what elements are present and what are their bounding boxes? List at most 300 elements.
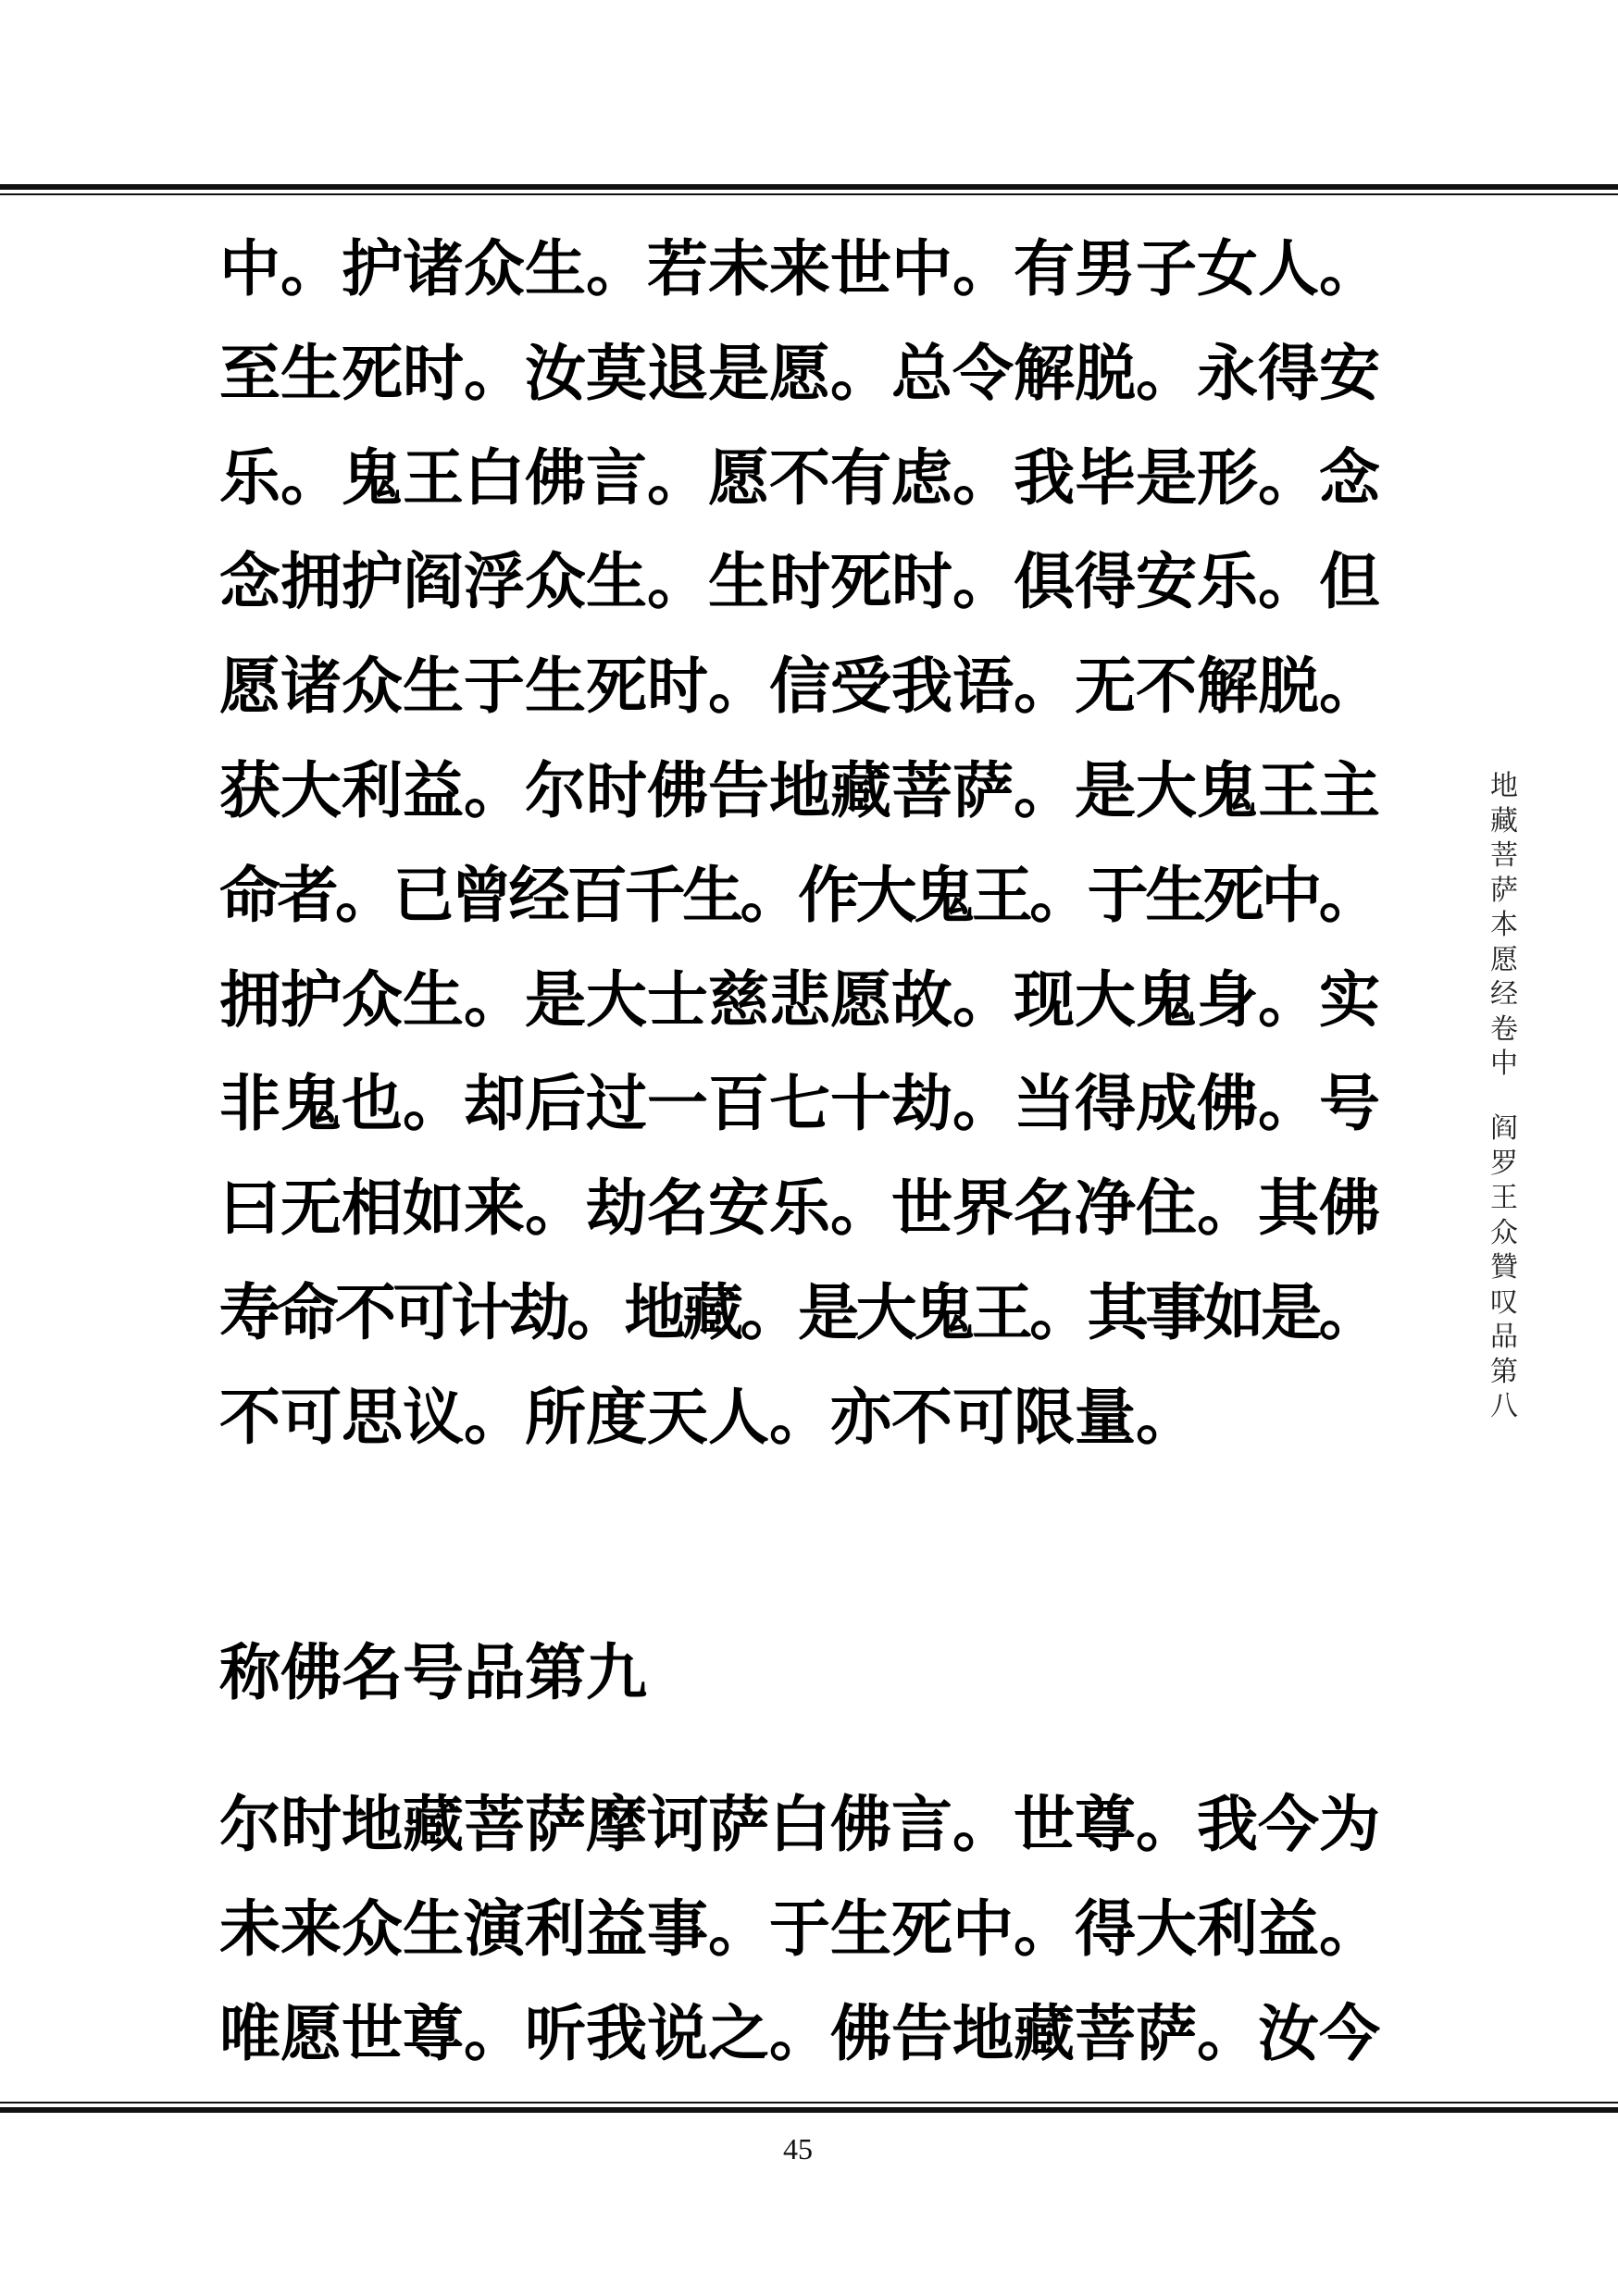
body-line — [219, 1364, 1376, 1469]
glyph: 无 — [280, 1172, 342, 1245]
section-heading-block — [219, 1620, 1376, 1725]
glyph: 九 — [586, 1635, 647, 1708]
glyph: 是 — [1075, 753, 1136, 826]
glyph: 世 — [891, 1172, 952, 1245]
glyph: 王 — [1258, 753, 1319, 826]
glyph: 。 — [1318, 1275, 1380, 1348]
glyph: 藏 — [830, 753, 891, 826]
glyph: 。 — [1014, 650, 1075, 723]
glyph: 。 — [403, 1067, 464, 1140]
glyph: 听 — [525, 1996, 586, 2069]
glyph: 地 — [1490, 770, 1518, 802]
glyph: 。 — [280, 441, 342, 514]
glyph: 故 — [891, 962, 952, 1036]
glyph: 。 — [586, 231, 647, 304]
glyph: 子 — [1136, 231, 1197, 304]
glyph: 。 — [1014, 1892, 1075, 1965]
glyph: 念 — [219, 545, 280, 618]
glyph: 摩 — [586, 1787, 647, 1860]
glyph: 其 — [1087, 1275, 1149, 1348]
top-rule-thick — [0, 184, 1618, 190]
glyph: 解 — [1014, 336, 1075, 409]
glyph: 至 — [219, 336, 280, 409]
glyph: 有 — [830, 441, 891, 514]
glyph: 。 — [830, 336, 891, 409]
body-line — [219, 1772, 1380, 1877]
glyph: 诸 — [280, 650, 342, 723]
glyph: 说 — [647, 1996, 708, 2069]
glyph: 十 — [830, 1067, 891, 1140]
glyph: 诃 — [647, 1787, 708, 1860]
glyph: 退 — [647, 336, 708, 409]
glyph: 阎 — [1490, 1112, 1518, 1145]
glyph: 。 — [952, 441, 1014, 514]
glyph: 劫 — [586, 1172, 647, 1245]
glyph: 护 — [280, 962, 342, 1036]
glyph: 王 — [971, 1275, 1033, 1348]
glyph: 之 — [708, 1996, 769, 2069]
glyph: 死 — [1202, 858, 1264, 931]
glyph: 得 — [1075, 1067, 1136, 1140]
glyph: 世 — [1014, 1787, 1075, 1860]
body-line — [219, 842, 1380, 947]
glyph: 安 — [708, 1172, 769, 1245]
glyph: 得 — [1075, 545, 1136, 618]
glyph: 命 — [219, 858, 280, 931]
glyph: 事 — [1145, 1275, 1207, 1348]
glyph: 但 — [1319, 545, 1380, 618]
glyph: 告 — [708, 753, 769, 826]
glyph: 经 — [508, 858, 570, 931]
glyph: 实 — [1319, 962, 1380, 1036]
glyph: 护 — [342, 231, 403, 304]
glyph: 思 — [342, 1380, 403, 1453]
glyph: 死 — [342, 336, 403, 409]
glyph: 。 — [1197, 1172, 1258, 1245]
glyph: 令 — [952, 336, 1014, 409]
glyph: 女 — [1197, 231, 1258, 304]
glyph: 。 — [1136, 1380, 1197, 1453]
glyph: 诸 — [403, 231, 464, 304]
glyph: 地 — [769, 753, 830, 826]
glyph: 。 — [1258, 545, 1319, 618]
glyph: 总 — [891, 336, 952, 409]
glyph: 愿 — [219, 650, 280, 723]
glyph: 受 — [830, 650, 891, 723]
glyph: 千 — [624, 858, 686, 931]
glyph: 生 — [403, 1892, 464, 1965]
body-line — [219, 1876, 1380, 1980]
glyph: 。 — [708, 1892, 769, 1965]
glyph: 拥 — [219, 962, 280, 1036]
glyph: 愿 — [280, 1996, 342, 2069]
glyph: 地 — [624, 1275, 686, 1348]
body-line — [219, 217, 1380, 321]
glyph: 人 — [1258, 231, 1319, 304]
glyph: 。 — [1258, 441, 1319, 514]
glyph: 大 — [586, 962, 647, 1036]
glyph: 人 — [708, 1380, 769, 1453]
body-line — [219, 1051, 1380, 1156]
glyph: 。 — [769, 1996, 830, 2069]
glyph: 藏 — [1490, 804, 1518, 838]
glyph: 。 — [464, 336, 525, 409]
glyph: 王 — [1490, 1182, 1518, 1214]
glyph: 萨 — [1136, 1996, 1197, 2069]
glyph: 念 — [1319, 441, 1380, 514]
glyph: 生 — [830, 1892, 891, 1965]
glyph: 汝 — [525, 336, 586, 409]
glyph: 可 — [392, 1275, 454, 1348]
glyph: 。 — [1029, 858, 1091, 931]
glyph: 告 — [891, 1996, 952, 2069]
glyph: 。 — [740, 1275, 802, 1348]
top-rule-thin — [0, 193, 1618, 195]
glyph: 是 — [1136, 441, 1197, 514]
glyph: 。 — [952, 545, 1014, 618]
glyph: 形 — [1197, 441, 1258, 514]
glyph: 大 — [855, 858, 917, 931]
glyph: 尔 — [525, 753, 586, 826]
glyph: 天 — [647, 1380, 708, 1453]
glyph: 。 — [280, 231, 342, 304]
glyph: 净 — [1075, 1172, 1136, 1245]
glyph: 世 — [342, 1996, 403, 2069]
glyph: 死 — [586, 650, 647, 723]
glyph: 佛 — [830, 1996, 891, 2069]
glyph: 乐 — [769, 1172, 830, 1245]
glyph: 。 — [952, 1067, 1014, 1140]
glyph: 已 — [392, 858, 454, 931]
glyph: 时 — [403, 336, 464, 409]
glyph: 来 — [464, 1172, 525, 1245]
glyph: 。 — [1319, 650, 1380, 723]
glyph: 名 — [1014, 1172, 1075, 1245]
glyph: 称 — [219, 1635, 280, 1708]
glyph: 时 — [891, 545, 952, 618]
glyph: 得 — [1075, 1892, 1136, 1965]
glyph: 菩 — [891, 753, 952, 826]
glyph: 地 — [952, 1996, 1014, 2069]
glyph: 演 — [464, 1892, 525, 1965]
glyph: 叹 — [1490, 1285, 1518, 1319]
body-line — [219, 425, 1380, 529]
glyph: 曾 — [451, 858, 513, 931]
glyph: 萨 — [952, 753, 1014, 826]
glyph: 我 — [1014, 441, 1075, 514]
glyph: 时 — [280, 1787, 342, 1860]
glyph: 大 — [1136, 753, 1197, 826]
glyph: 于 — [464, 650, 525, 723]
glyph: 益 — [586, 1892, 647, 1965]
glyph: 萨 — [525, 1787, 586, 1860]
glyph: 。 — [1258, 962, 1319, 1036]
glyph: 不 — [891, 1380, 952, 1453]
glyph: 八 — [1490, 1390, 1518, 1422]
glyph: 第 — [1490, 1355, 1518, 1388]
glyph: 佛 — [525, 441, 586, 514]
glyph: 中 — [219, 231, 280, 304]
body-line — [219, 320, 1380, 425]
glyph: 大 — [280, 753, 342, 826]
glyph: 。 — [708, 650, 769, 723]
glyph: 男 — [1075, 231, 1136, 304]
glyph: 生 — [525, 231, 586, 304]
body-line — [219, 1980, 1380, 2085]
glyph: 毕 — [1075, 441, 1136, 514]
body-line — [219, 1260, 1380, 1365]
glyph: 生 — [403, 962, 464, 1036]
glyph: 身 — [1197, 962, 1258, 1036]
glyph: 是 — [525, 962, 586, 1036]
glyph: 非 — [219, 1067, 280, 1140]
glyph: 于 — [1087, 858, 1149, 931]
glyph: 若 — [647, 231, 708, 304]
glyph: 。 — [952, 962, 1014, 1036]
glyph: 王 — [403, 441, 464, 514]
glyph: 所 — [525, 1380, 586, 1453]
glyph: 萨 — [708, 1787, 769, 1860]
glyph: 其 — [1258, 1172, 1319, 1245]
glyph: 中 — [1490, 1048, 1518, 1080]
paragraph-2 — [219, 1772, 1380, 2085]
running-header-book — [1487, 769, 1522, 1082]
glyph: 解 — [1197, 650, 1258, 723]
glyph: 今 — [1258, 1787, 1319, 1860]
glyph: 作 — [798, 858, 860, 931]
glyph: 于 — [769, 1892, 830, 1965]
glyph: 利 — [1197, 1892, 1258, 1965]
glyph: 可 — [280, 1380, 342, 1453]
glyph: 。 — [1319, 231, 1380, 304]
glyph: 名 — [647, 1172, 708, 1245]
glyph: 愿 — [769, 336, 830, 409]
glyph: 益 — [403, 753, 464, 826]
glyph: 品 — [464, 1635, 525, 1708]
glyph: 信 — [769, 650, 830, 723]
body-line — [219, 1156, 1380, 1260]
glyph: 不 — [219, 1380, 280, 1453]
glyph: 限 — [1014, 1380, 1075, 1453]
bottom-rule-thin — [0, 2102, 1618, 2104]
glyph: 安 — [1319, 336, 1380, 409]
glyph: 护 — [342, 545, 403, 618]
glyph: 尊 — [403, 1996, 464, 2069]
glyph: 藏 — [682, 1275, 744, 1348]
glyph: 品 — [1490, 1321, 1518, 1353]
glyph: 中 — [1261, 858, 1323, 931]
glyph: 生 — [708, 545, 769, 618]
glyph: 是 — [1261, 1275, 1323, 1348]
glyph: 后 — [525, 1067, 586, 1140]
glyph: 世 — [830, 231, 891, 304]
glyph: 鬼 — [342, 441, 403, 514]
glyph: 。 — [1197, 1996, 1258, 2069]
glyph: 大 — [1136, 1892, 1197, 1965]
glyph: 时 — [647, 650, 708, 723]
glyph: 卷 — [1490, 1012, 1518, 1046]
glyph: 我 — [586, 1996, 647, 2069]
glyph: 。 — [464, 962, 525, 1036]
glyph: 中 — [891, 231, 952, 304]
glyph: 脱 — [1075, 336, 1136, 409]
body-line — [219, 634, 1380, 738]
glyph: 我 — [891, 650, 952, 723]
glyph: 。 — [647, 441, 708, 514]
glyph: 劫 — [891, 1067, 952, 1140]
glyph: 利 — [342, 753, 403, 826]
glyph: 。 — [952, 231, 1014, 304]
glyph: 乐 — [219, 441, 280, 514]
glyph: 得 — [1258, 336, 1319, 409]
glyph: 地 — [342, 1787, 403, 1860]
glyph: 时 — [769, 545, 830, 618]
glyph: 劫 — [508, 1275, 570, 1348]
glyph: 生 — [682, 858, 744, 931]
glyph: 未 — [708, 231, 769, 304]
glyph: 成 — [1136, 1067, 1197, 1140]
glyph: 众 — [464, 231, 525, 304]
glyph: 。 — [335, 858, 397, 931]
glyph: 俱 — [1014, 545, 1075, 618]
glyph: 尔 — [219, 1787, 280, 1860]
body-line — [219, 529, 1380, 634]
glyph: 言 — [586, 441, 647, 514]
glyph: 曰 — [219, 1172, 280, 1245]
section-heading — [219, 1620, 1376, 1725]
glyph: 不 — [1136, 650, 1197, 723]
glyph: 现 — [1014, 962, 1075, 1036]
glyph: 鬼 — [1197, 753, 1258, 826]
glyph: 汝 — [1258, 1996, 1319, 2069]
glyph: 住 — [1136, 1172, 1197, 1245]
glyph: 。 — [464, 753, 525, 826]
glyph: 永 — [1197, 336, 1258, 409]
glyph: 中 — [952, 1892, 1014, 1965]
glyph: 大 — [1075, 962, 1136, 1036]
glyph: 来 — [280, 1892, 342, 1965]
glyph: 。 — [1029, 1275, 1091, 1348]
glyph: 脱 — [1258, 650, 1319, 723]
glyph: 。 — [740, 858, 802, 931]
glyph: 不 — [335, 1275, 397, 1348]
glyph: 也 — [342, 1067, 403, 1140]
glyph: 鬼 — [914, 858, 976, 931]
glyph: 佛 — [280, 1635, 342, 1708]
glyph: 是 — [708, 336, 769, 409]
glyph: 众 — [525, 545, 586, 618]
glyph: 唯 — [219, 1996, 280, 2069]
glyph: 过 — [586, 1067, 647, 1140]
glyph: 白 — [769, 1787, 830, 1860]
bottom-rule-thick — [0, 2107, 1618, 2113]
glyph: 。 — [769, 1380, 830, 1453]
glyph: 计 — [451, 1275, 513, 1348]
glyph: 命 — [277, 1275, 339, 1348]
glyph: 。 — [464, 1380, 525, 1453]
glyph: 安 — [1136, 545, 1197, 618]
glyph: 本 — [1490, 909, 1518, 941]
glyph: 。 — [830, 1172, 891, 1245]
glyph: 第 — [525, 1635, 586, 1708]
glyph: 事 — [647, 1892, 708, 1965]
glyph: 益 — [1258, 1892, 1319, 1965]
glyph: 浮 — [464, 545, 525, 618]
glyph: 贊 — [1490, 1251, 1518, 1284]
glyph: 生 — [280, 336, 342, 409]
glyph: 尊 — [1075, 1787, 1136, 1860]
glyph: 众 — [342, 650, 403, 723]
glyph: 议 — [403, 1380, 464, 1453]
glyph: 有 — [1014, 231, 1075, 304]
glyph: 慈 — [708, 962, 769, 1036]
glyph: 藏 — [403, 1787, 464, 1860]
glyph: 王 — [971, 858, 1033, 931]
glyph: 士 — [647, 962, 708, 1036]
glyph: 当 — [1014, 1067, 1075, 1140]
glyph: 。 — [1014, 753, 1075, 826]
glyph: 获 — [219, 753, 280, 826]
body-line — [219, 738, 1380, 843]
glyph: 却 — [464, 1067, 525, 1140]
glyph: 大 — [855, 1275, 917, 1348]
page-number: 45 — [783, 2132, 813, 2166]
glyph: 。 — [1319, 1892, 1380, 1965]
glyph: 。 — [1136, 1787, 1197, 1860]
glyph: 利 — [525, 1892, 586, 1965]
glyph: 不 — [769, 441, 830, 514]
glyph: 度 — [586, 1380, 647, 1453]
glyph: 来 — [769, 231, 830, 304]
glyph: 莫 — [586, 336, 647, 409]
glyph: 者 — [277, 858, 339, 931]
glyph: 悲 — [769, 962, 830, 1036]
glyph: 号 — [1319, 1067, 1380, 1140]
glyph: 愿 — [708, 441, 769, 514]
glyph: 界 — [952, 1172, 1014, 1245]
glyph: 乐 — [1197, 545, 1258, 618]
glyph: 百 — [708, 1067, 769, 1140]
glyph: 鬼 — [280, 1067, 342, 1140]
glyph: 鬼 — [914, 1275, 976, 1348]
glyph: 名 — [342, 1635, 403, 1708]
glyph: 是 — [798, 1275, 860, 1348]
glyph: 鬼 — [1136, 962, 1197, 1036]
glyph: 佛 — [1197, 1067, 1258, 1140]
glyph: 菩 — [1075, 1996, 1136, 2069]
glyph: 无 — [1075, 650, 1136, 723]
glyph: 藏 — [1014, 1996, 1075, 2069]
glyph: 。 — [566, 1275, 629, 1348]
glyph: 如 — [403, 1172, 464, 1245]
glyph: 未 — [219, 1892, 280, 1965]
glyph: 虑 — [891, 441, 952, 514]
glyph: 号 — [403, 1635, 464, 1708]
running-header-chapter — [1487, 1111, 1522, 1424]
glyph: 生 — [1145, 858, 1207, 931]
glyph: 。 — [525, 1172, 586, 1245]
glyph: 萨 — [1490, 874, 1518, 907]
glyph: 。 — [464, 1996, 525, 2069]
glyph: 生 — [403, 650, 464, 723]
glyph: 死 — [830, 545, 891, 618]
glyph: 白 — [464, 441, 525, 514]
glyph: 可 — [952, 1380, 1014, 1453]
glyph: 众 — [1490, 1216, 1518, 1249]
glyph: 一 — [647, 1067, 708, 1140]
glyph: 经 — [1490, 978, 1518, 1011]
glyph: 佛 — [647, 753, 708, 826]
